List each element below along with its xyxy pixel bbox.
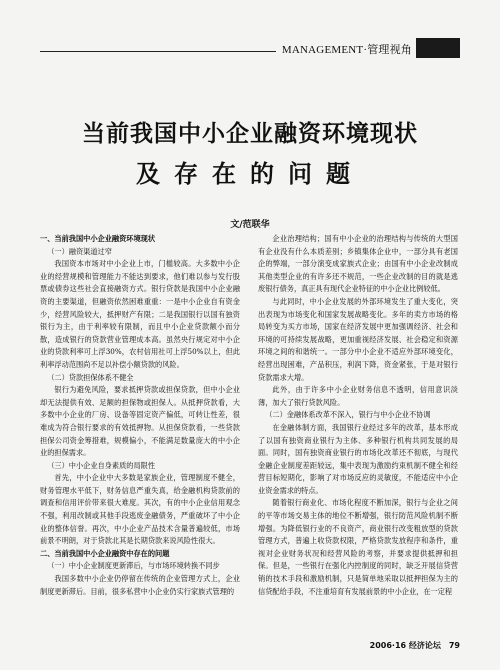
left-column bbox=[40, 233, 240, 628]
paragraph: 随着银行商业化、市场化程度不断加深，银行与企业之间的平等市场交易主体的地位不断增强，银行防范风险机制不断增强。为降低银行业的不良资产，商业银行改变粗放型的贷款管理方式，普遍上收贷款权限，严格贷款发放程序和条件，重视对企业财务状况和经营风险的考察，并要求提供抵押和担保。但是，一些银行在强化内控制度的同时，缺乏开展信贷营销的技术手段和激励机制，只是简单地采取以抵押担保为主的信贷配给手段，不注重培育有发展前景的中小企业，在一定程 bbox=[258, 498, 458, 596]
article-title-line1: 当前我国中小企业融资环境现状 bbox=[82, 121, 418, 147]
paragraph: 首先，中小企业中大多数是家族企业，管理制度不健全，财务管理水平低下，财务信息严重失真，给金融机构贷款前的调查和信用评价带来很大难度。其次，有的中小企业信用观念不强，利用改制或其他手段逃废金融债务，严重破坏了中小企业的整体信誉。再次，中小企业产品技术含量普遍较低，市场前景不明朗，对于贷款北其是长期贷款来说风险性很大。 bbox=[40, 473, 240, 546]
paragraph: 与此同时，中小企业发展的外部环境发生了重大变化，突出表现为市场变化和国家发展战略变化。多年的卖方市场的格局转变为买方市场，国家在经济发展中更加强调经济、社会和环境的可持续发展战略，更加重视经济发展、社会稳定和资源环境之间的和谐统一。一部分中小企业不适应外部环境变化，经营出现困难，产品积压，利润下降，资金紧张，于是对银行贷款需求大增。 bbox=[258, 296, 458, 382]
running-header bbox=[0, 38, 500, 60]
section-heading: （三）中小企业自身素质的局限性 bbox=[47, 460, 156, 470]
section-heading: （二）金融体系改革不深入，银行与中小企业不协调 bbox=[265, 410, 431, 420]
header-block bbox=[416, 38, 460, 58]
section-heading: （一）中小企业制度更新滞后，与市场环境转换不同步 bbox=[47, 561, 220, 571]
page-footer: 2006·16 经济论坛 79 bbox=[369, 641, 460, 650]
section-heading: （一）融资渠道过窄 bbox=[47, 246, 112, 256]
section-heading: （二）贷款担保体系不健全 bbox=[47, 372, 134, 382]
paragraph: 企业治理结构；国有中小企业的治理结构与传统的大型国有企业没有什么本质差别；乡镇集体企业中，一部分具有老国企的弊端，一部分演变成家族式企业；由国有中小企业改制成其他类型企业的有许多还不规范，一些企业改制的目的就是逃废银行债务，真正具有现代企业特征的中小企业比例较低。 bbox=[258, 234, 458, 294]
paragraph: 此外，由于许多中小企业财务信息不透明，信用意识淡薄，加大了银行贷款风险。 bbox=[258, 385, 458, 407]
paragraph: 银行为避免风险，要求抵押贷款或担保贷款，但中小企业却无法提供有效、足额的担保物或担保人。从抵押贷款看，大多数中小企业的厂房、设备等固定资产偏低，可转让性差，很难成为符合银行要求的有效抵押物。从担保贷款看，一些贷款担保公司资金筹措难，规模偏小，不能满足数量庞大的中小企业的担保需求。 bbox=[40, 385, 240, 458]
right-column bbox=[258, 233, 458, 628]
paragraph: 我国资本市场对中小企业上市，门槛较高。大多数中小企业的经营规模和管理能力不能达到要求，他们难以参与发行股票或债券这些社会直接融资方式。银行贷款是我国中小企业融资的主要渠道，但融资依然困难重重：一是中小企业自有资金少，经营风险较大，抵押财产有限；二是我国银行以国有独资银行为主，由于利率较有限制，而且中小企业贷款额小而分散，造成银行的贷款营业管理成本高。虽然央行规定对中小企业的贷款利率可上浮30%，农村信用社可上浮50%以上，但此利率浮动范围尚不足以补偿小额贷款的风险。 bbox=[40, 259, 240, 369]
article-title-line2: 及存在的问题 bbox=[136, 160, 364, 188]
section-label: MANAGEMENT·管理视角 bbox=[276, 41, 412, 57]
section-heading: 二、当前我国中小企业融资中存在的问题 bbox=[40, 548, 170, 558]
article-author: 文/范联华 bbox=[230, 220, 270, 230]
paragraph: 我国多数中小企业仍停留在传统的企业管理方式上，企业制度更新滞后。目前，很多私营中小企业仍实行家族式管理的 bbox=[40, 574, 240, 596]
section-heading: 一、当前我国中小企业融资环境现状 bbox=[40, 234, 156, 243]
paragraph: 在金融体制方面，我国银行业经过多年的改革，基本形成了以国有独资商业银行为主体、多种银行机构共同发展的局面。同时，国有独资商业银行的市场化改革还不彻底，与现代金融企业制度差距较远，集中表现为激励约束机制不健全和经营目标短期化，影响了对市场反应的灵敏度，不能适应中小企业资金需求的特点。 bbox=[258, 422, 458, 495]
